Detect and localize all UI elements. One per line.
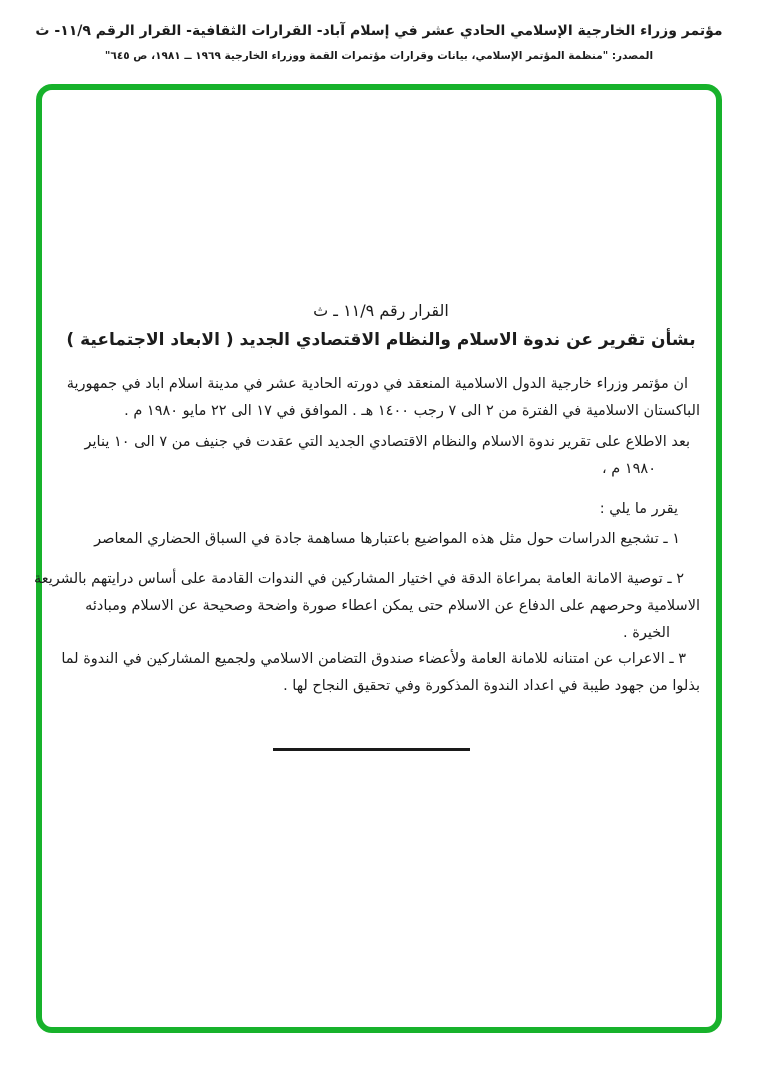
decree-item-3: [62, 646, 700, 700]
decree-item-line: الاسلامية وحرصهم على الدفاع عن الاسلام حتى يمكن اعطاء صورة واضحة وصحيحة عن الاسلام ومبادئه: [85, 598, 700, 614]
conference-title-line: مؤتمر وزراء الخارجية الإسلامي الحادي عشر في إسلام آباد- القرارات الثقافية- القرار الرقم ١١/٩- ث: [35, 23, 723, 39]
decree-item-line: ١ ـ تشجيع الدراسات حول مثل هذه المواضيع باعتبارها مساهمة جادة في السباق الحضاري المعاصر: [94, 531, 680, 547]
source-citation-line: المصدر: "منظمة المؤتمر الإسلامي، بيانات وقرارات مؤتمرات القمة ووزراء الخارجية ١٩٦٩ ــ ١٩٨١، ص ٦٤٥": [104, 50, 654, 62]
divider-line: [273, 748, 470, 751]
paragraph-line: بعد الاطلاع على تقرير ندوة الاسلام والنظام الاقتصادي الجديد التي عقدت في جنيف من ٧ الى ١٠ يناير: [84, 434, 690, 450]
decree-item-line: الخيرة .: [623, 625, 670, 641]
decree-item-1: [62, 526, 700, 553]
resolution-subject-heading: [62, 327, 700, 354]
page-header: [0, 20, 758, 64]
paragraph-line: ان مؤتمر وزراء خارجية الدول الاسلامية المنعقد في دورته الحادية عشر في مدينة اسلام اباد في جمهورية: [66, 376, 688, 392]
decides-intro: [62, 496, 700, 523]
document-frame: [33, 84, 722, 1033]
decree-item-line: ٣ ـ الاعراب عن امتنانه للامانة العامة ولأعضاء صندوق التضامن الاسلامي ولجميع المشاركين في الندوة لما: [61, 651, 686, 667]
decides-intro-text: يقرر ما يلي :: [599, 501, 678, 517]
decree-item-line: ٢ ـ توصية الامانة العامة بمراعاة الدقة في اختيار المشاركين في الندوات القادمة على أساس درايتهم بالشريعة: [33, 571, 684, 587]
resolution-number-heading: [62, 297, 700, 324]
preamble-session-paragraph: [62, 371, 700, 425]
resolution-number-text: القرار رقم ١١/٩ ـ ث: [313, 301, 449, 320]
preamble-report-paragraph: [62, 429, 700, 483]
decree-item-line: بذلوا من جهود طيبة في اعداد الندوة المذكورة وفي تحقيق النجاح لها .: [283, 678, 700, 694]
paragraph-line: الباكستان الاسلامية في الفترة من ٢ الى ٧ رجب ١٤٠٠ هـ . الموافق في ١٧ الى ٢٢ مايو ١٩٨٠ م .: [124, 403, 700, 419]
decree-item-2: [33, 566, 700, 647]
resolution-subject-text: بشأن تقرير عن ندوة الاسلام والنظام الاقتصادي الجديد ( الابعاد الاجتماعية ): [66, 330, 696, 350]
paragraph-line: ١٩٨٠ م ،: [601, 461, 656, 477]
